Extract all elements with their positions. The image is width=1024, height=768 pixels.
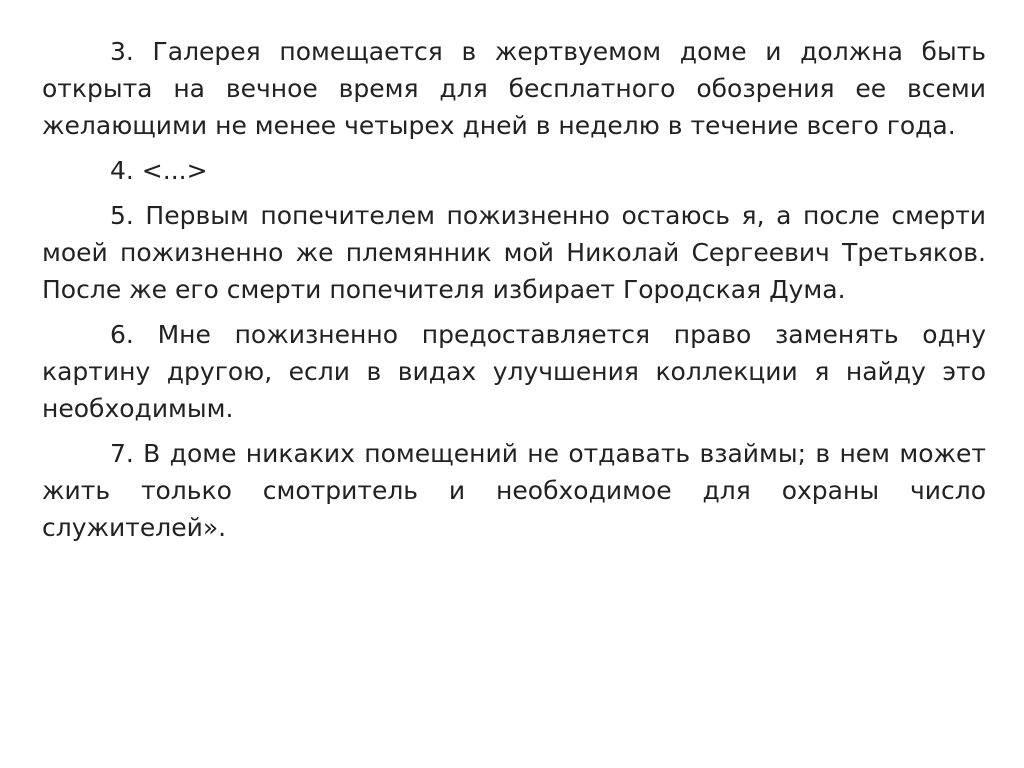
document-text <box>42 33 986 554</box>
paragraph-4: 4. <...> <box>110 156 208 185</box>
paragraph-7: 7. В доме никаких помещений не отдавать взаймы; в нем может жить только смотритель и необходимое для охраны число служителей». <box>42 439 986 542</box>
paragraph-6: 6. Мне пожизненно предоставляется право заменять одну картину другою, если в видах улучшения коллекции я найду это необходимым. <box>42 320 986 423</box>
paragraph-3: 3. Галерея помещается в жертвуемом доме и должна быть открыта на вечное время для бесплатного обозрения ее всеми желающими не менее четырех дней в неделю в течение всего года. <box>42 37 986 140</box>
paragraph-5: 5. Первым попечителем пожизненно остаюсь я, а после смерти моей пожизненно же племянник мой Николай Сергеевич Третьяков. После же его смерти попечителя избирает Городская Дума. <box>42 201 986 304</box>
